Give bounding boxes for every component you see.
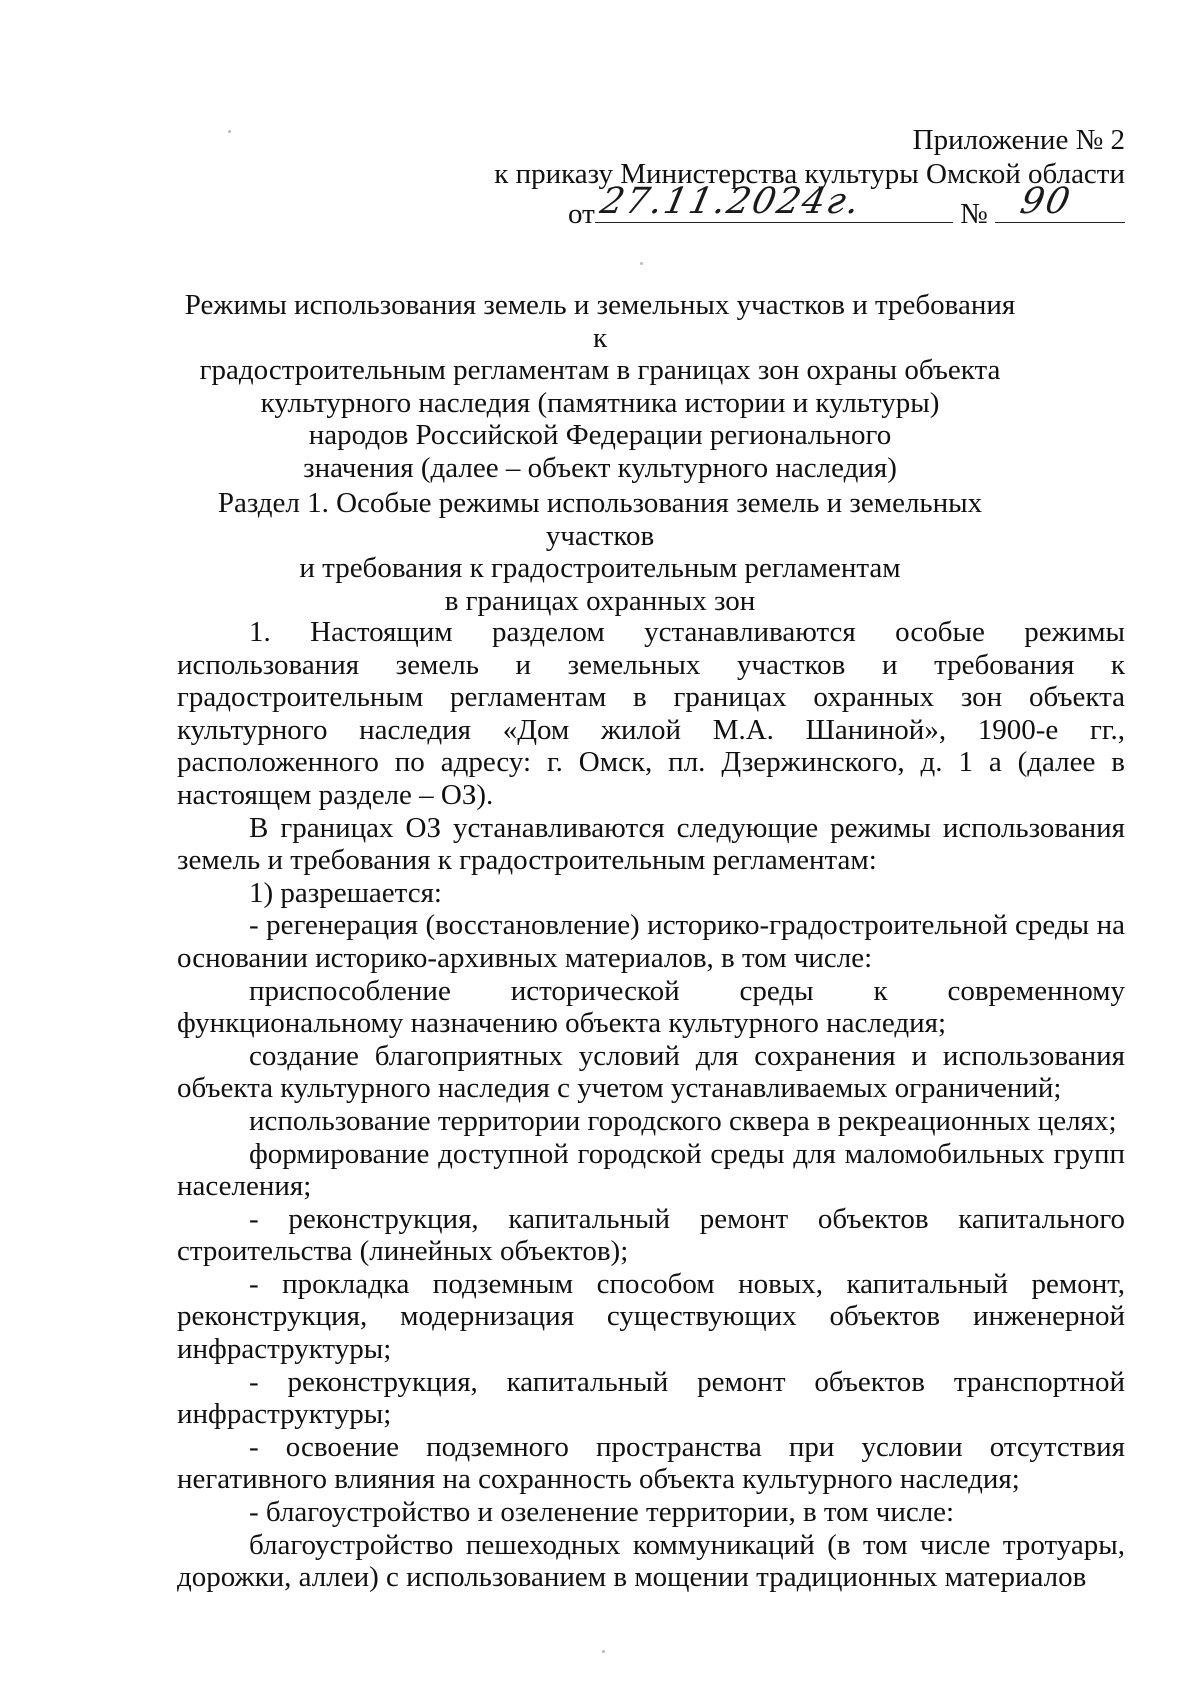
paragraph: - благоустройство и озеленение территории, в том числе:: [249, 1496, 955, 1529]
handwritten-number: 90: [1016, 181, 1076, 222]
paragraph: 1. Настоящим разделом устанавливаются особые режимы использования земель и земельных участков и требования к градостроительным регламентам в границах охранных зон объекта культурного наследия «Дом жилой М.А. Шаниной», 1900-е гг., расположенного по адресу: г. Омск, пл. Дзержинского, д. 1 а (далее в настоящем разделе – ОЗ).: [177, 616, 1125, 811]
scan-speck: [640, 262, 643, 265]
paragraph: - реконструкция, капитальный ремонт объектов транспортной инфраструктуры;: [177, 1365, 1125, 1431]
appendix-number: Приложение № 2: [912, 124, 1125, 156]
order-reference: к приказу Министерства культуры Омской области: [494, 158, 1125, 190]
handwritten-date: 27.11.2024г.: [596, 181, 866, 222]
order-date-number-line: [0, 181, 1125, 231]
paragraph: создание благоприятных условий для сохранения и использования объекта культурного наследия с учетом устанавливаемых ограничений;: [177, 1039, 1125, 1105]
paragraph: 1) разрешается:: [249, 876, 442, 909]
document-body: [177, 616, 1125, 1594]
number-field: [995, 181, 1125, 223]
section-heading: [170, 487, 1030, 617]
paragraph: - прокладка подземным способом новых, капитальный ремонт, реконструкция, модернизация существующих объектов инженерной инфраструктуры;: [177, 1267, 1125, 1366]
title-line: значения (далее – объект культурного наследия): [303, 451, 897, 484]
date-prefix: от: [568, 198, 595, 230]
paragraph: - регенерация (восстановление) историко-градостроительной среды на основании историко-архивных материалов, в том числе:: [177, 909, 1125, 974]
section-heading-line: Раздел 1. Особые режимы использования земель и земельных участков: [217, 487, 983, 552]
date-field: [595, 181, 953, 223]
scan-speck: [602, 1650, 605, 1653]
paragraph: формирование доступной городской среды для маломобильных групп населения;: [177, 1137, 1125, 1203]
paragraph: использование территории городского сквера в рекреационных целях;: [249, 1104, 1117, 1137]
scan-speck: [228, 130, 231, 133]
paragraph: приспособление исторической среды к современному функциональному назначению объекта культурного наследия;: [177, 974, 1125, 1040]
title-line: культурного наследия (памятника истории и культуры): [260, 386, 940, 419]
number-prefix: №: [960, 198, 988, 230]
paragraph: - освоение подземного пространства при условии отсутствия негативного влияния на сохранность объекта культурного наследия;: [177, 1430, 1125, 1496]
paragraph: - реконструкция, капитальный ремонт объектов капитального строительства (линейных объектов);: [177, 1202, 1125, 1268]
section-heading-line: и требования к градостроительным регламентам: [299, 552, 901, 585]
document-title: [180, 289, 1020, 485]
paragraph: благоустройство пешеходных коммуникаций (в том числе тротуары, дорожки, аллеи) с использованием в мощении традиционных материалов: [177, 1528, 1125, 1594]
paragraph: В границах ОЗ устанавливаются следующие режимы использования земель и требования к градостроительным регламентам:: [177, 811, 1125, 877]
section-heading-line: в границах охранных зон: [444, 584, 756, 617]
title-line: народов Российской Федерации регионального: [308, 419, 892, 452]
title-line: Режимы использования земель и земельных участков и требования к: [184, 289, 1016, 354]
title-line: градостроительным регламентам в границах зон охраны объекта: [199, 354, 1001, 387]
